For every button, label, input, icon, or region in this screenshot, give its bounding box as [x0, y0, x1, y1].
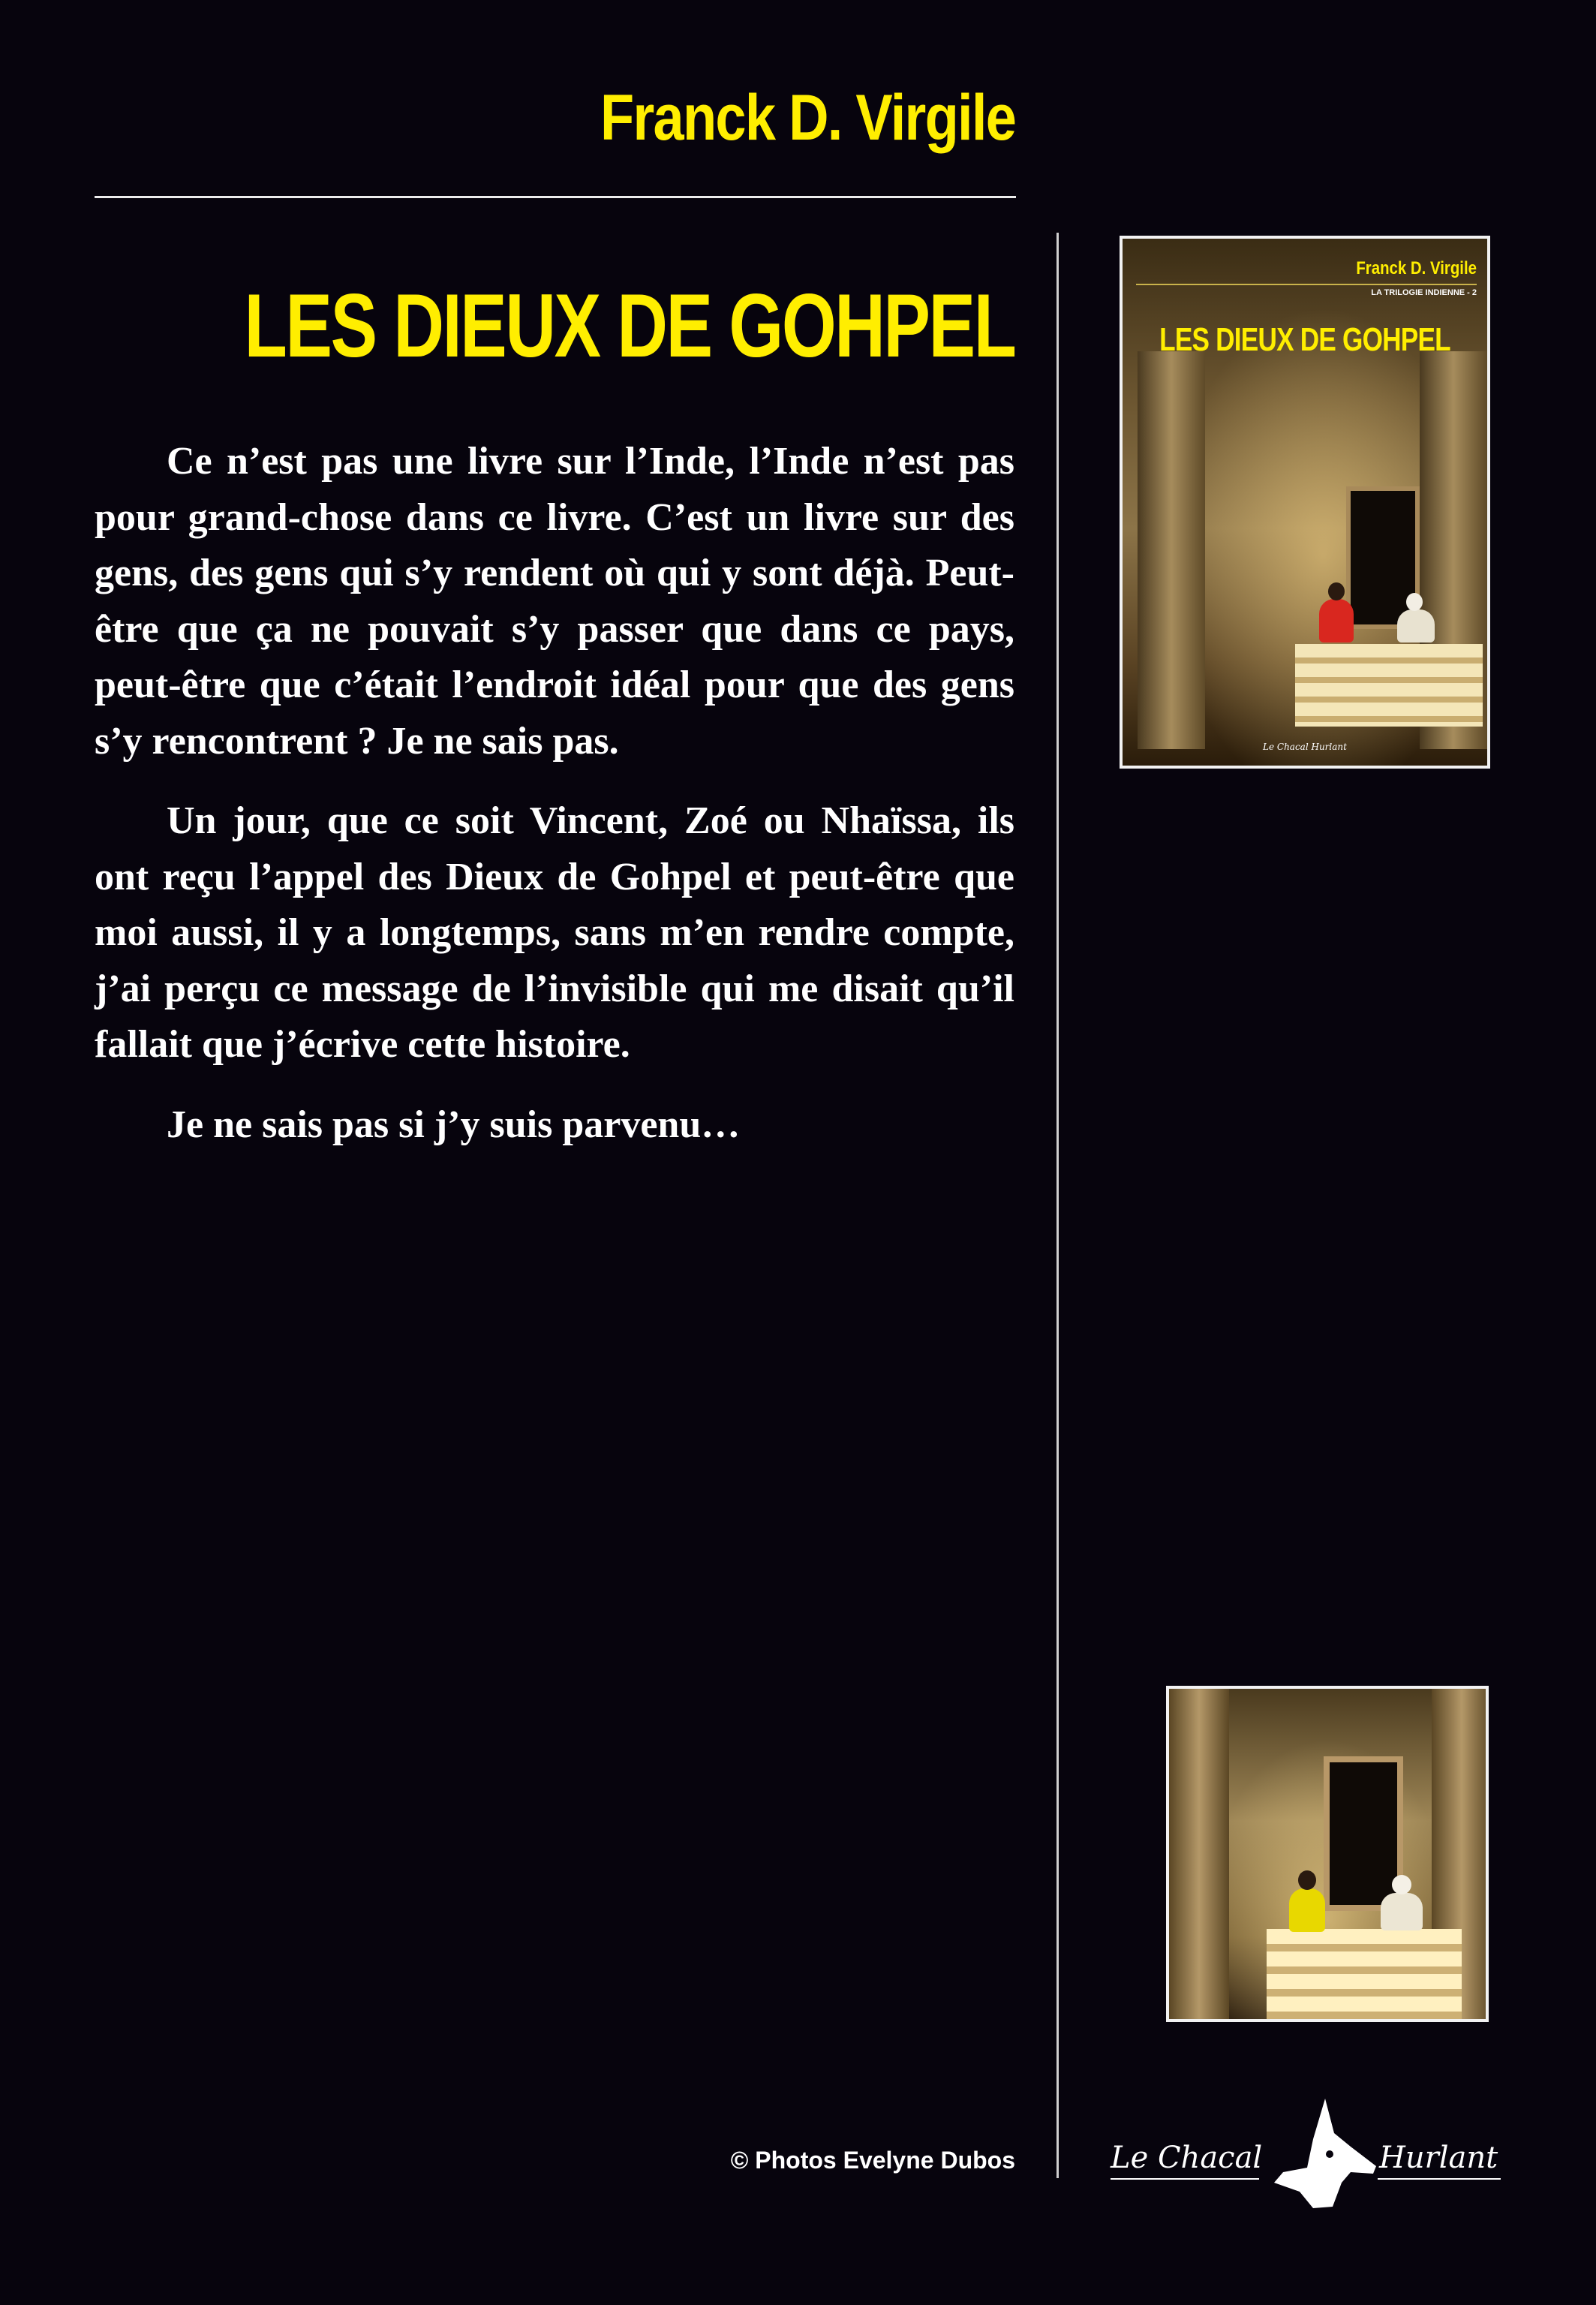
book-title: LES DIEUX DE GOHPEL	[245, 275, 1015, 376]
cover-title: LES DIEUX DE GOHPEL	[1159, 321, 1450, 358]
column-divider	[1056, 233, 1059, 2178]
photo-temple-steps	[1267, 1929, 1462, 2022]
blurb-paragraph-1: Ce n’est pas une livre sur l’Inde, l’Inde n’est pas pour grand-chose dans ce livre. C’est un livre sur des gens, des gens qui s’y rendent où qui y sont déjà. Peut-être que ça ne pouvait s’y passer que dans ce pays, peut-être que c’était l’endroit idéal pour que des gens s’y rencontrent ? Je ne sais pas.	[95, 440, 1014, 763]
publisher-underline-left	[1111, 2178, 1259, 2180]
photo-seated-figure-yellow	[1289, 1888, 1325, 1932]
temple-photo	[1166, 1686, 1489, 2022]
publisher-name-right: Hurlant	[1379, 2141, 1498, 2175]
photo-temple-door	[1324, 1756, 1403, 1911]
publisher-name-left: Le Chacal	[1111, 2141, 1263, 2175]
cover-pillar-left	[1138, 351, 1205, 749]
photo-credit: © Photos Evelyne Dubos	[730, 2147, 1015, 2174]
publisher-underline-right	[1378, 2178, 1501, 2180]
cover-temple-steps	[1295, 644, 1483, 727]
front-cover-thumbnail	[1120, 236, 1490, 769]
publisher-logo	[1111, 2094, 1501, 2214]
author-name: Franck D. Virgile	[600, 82, 1015, 154]
header-divider	[95, 196, 1016, 198]
jackal-head-icon	[1261, 2094, 1381, 2214]
cover-seated-figure-white	[1397, 609, 1435, 642]
photo-seated-figure-white	[1381, 1893, 1423, 1930]
cover-series: LA TRILOGIE INDIENNE - 2	[1371, 288, 1477, 297]
cover-seated-figure-red	[1319, 599, 1354, 642]
cover-divider	[1136, 284, 1477, 285]
photo-pillar-left	[1169, 1689, 1229, 2022]
cover-author: Franck D. Virgile	[1356, 258, 1477, 278]
back-cover-blurb	[95, 434, 1014, 1177]
blurb-paragraph-2: Un jour, que ce soit Vincent, Zoé ou Nhaïssa, ils ont reçu l’appel des Dieux de Gohpel et peut-être que moi aussi, il y a longtemps, sans m’en rendre compte, j’ai perçu ce message de l’invisible qui me disait qu’il fallait que j’écrive cette histoire.	[95, 799, 1014, 1066]
blurb-paragraph-3: Je ne sais pas si j’y suis parvenu…	[167, 1103, 741, 1146]
cover-publisher-logo: Le Chacal Hurlant	[1263, 742, 1347, 752]
